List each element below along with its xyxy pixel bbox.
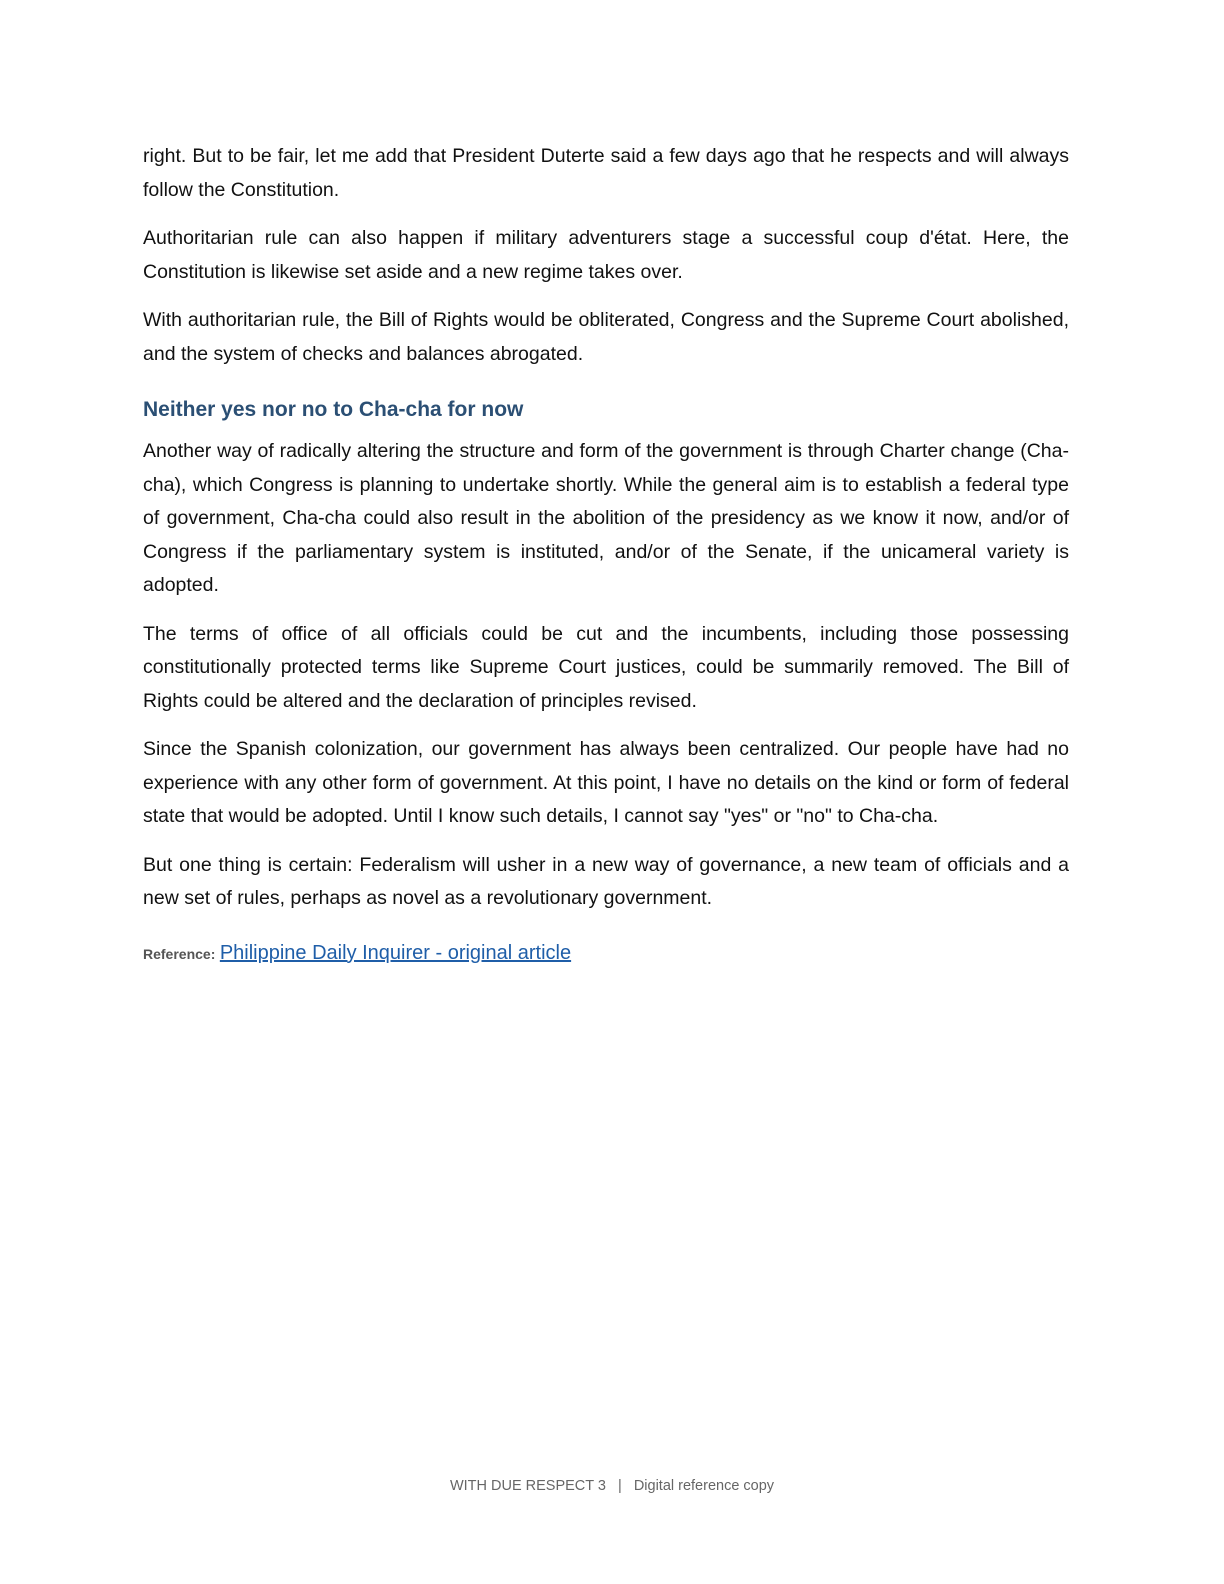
page-footer — [0, 1478, 1224, 1494]
reference-link[interactable]: Philippine Daily Inquirer - original article — [219, 941, 572, 964]
body-paragraph: Authoritarian rule can also happen if military adventurers stage a successful coup d'état. Here, the Constitution is likewise set aside and a new regime takes over. — [143, 227, 1069, 283]
body-paragraph: Another way of radically altering the structure and form of the government is through Charter change (Cha-cha), which Congress is planning to undertake shortly. While the general aim is to establish a federal type of government, Cha-cha could also result in the abolition of the presidency as we know it now, and/or of Congress if the parliamentary system is instituted, and/or of the Senate, if the unicameral variety is adopted. — [143, 440, 1069, 596]
body-paragraph: right. But to be fair, let me add that President Duterte said a few days ago that he respects and will always follow the Constitution. — [143, 145, 1069, 201]
document-body — [143, 140, 1069, 970]
footer-separator: | — [618, 1478, 622, 1494]
body-paragraph: The terms of office of all officials could be cut and the incumbents, including those possessing constitutionally protected terms like Supreme Court justices, could be summarily removed. The Bill of Rights could be altered and the declaration of principles revised. — [143, 622, 1069, 712]
footer-publication-page: WITH DUE RESPECT 3 — [449, 1478, 606, 1494]
reference-label: Reference: — [143, 945, 216, 962]
body-paragraph: With authoritarian rule, the Bill of Rights would be obliterated, Congress and the Supreme Court abolished, and the system of checks and balances abrogated. — [143, 309, 1069, 365]
body-paragraph: But one thing is certain: Federalism will usher in a new way of governance, a new team of officials and a new set of rules, perhaps as novel as a revolutionary government. — [143, 853, 1069, 909]
section-heading: Neither yes nor no to Cha-cha for now — [143, 398, 524, 421]
footer-copy-note: Digital reference copy — [633, 1478, 775, 1494]
body-paragraph: Since the Spanish colonization, our government has always been centralized. Our people have had no experience with any other form of government. At this point, I have no details on the kind or form of federal state that would be adopted. Until I know such details, I cannot say "yes" or "no" to Cha-cha. — [143, 738, 1069, 827]
reference-line — [143, 938, 1069, 970]
